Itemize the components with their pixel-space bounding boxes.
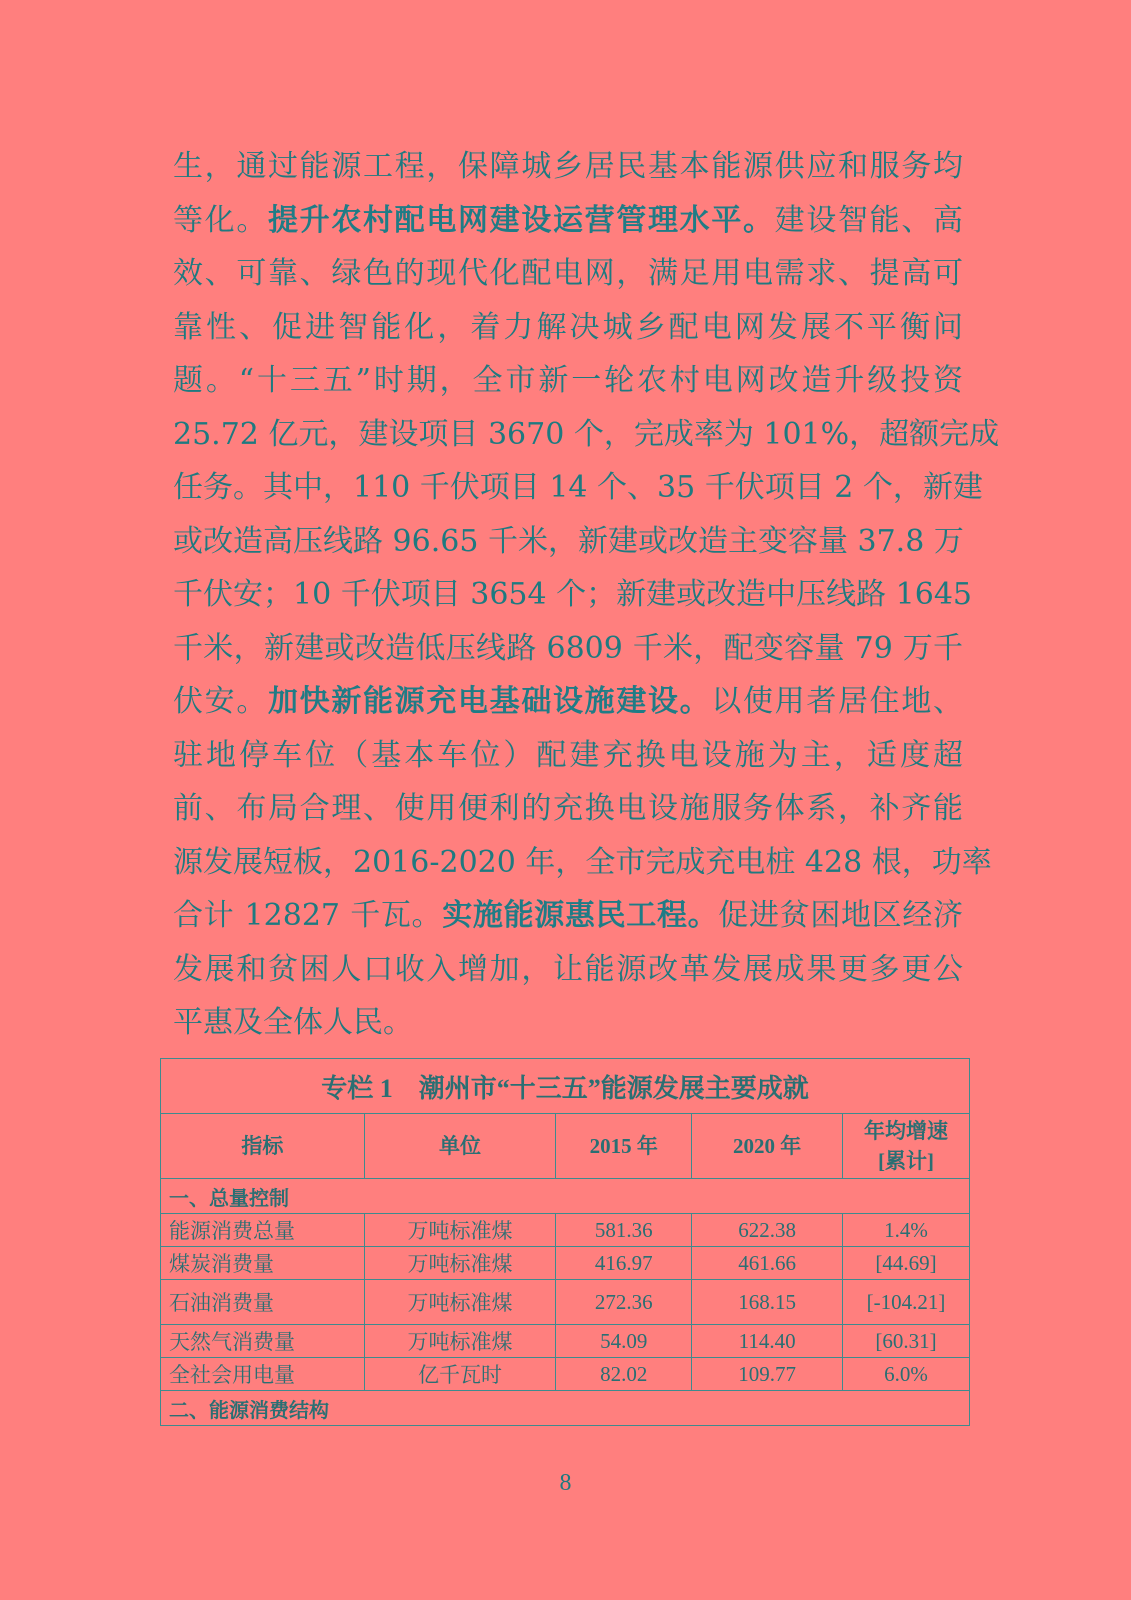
table-row <box>161 1214 970 1247</box>
cell-growth: [44.69] <box>843 1247 970 1280</box>
text-line: 生，通过能源工程，保障城乡居民基本能源供应和服务均 <box>173 149 963 184</box>
cell-unit: 万吨标准煤 <box>364 1280 556 1325</box>
body-paragraph <box>173 140 1000 1050</box>
cell-growth: 1.4% <box>843 1214 970 1247</box>
cell-unit: 万吨标准煤 <box>364 1325 556 1358</box>
section-title: 一、总量控制 <box>161 1179 970 1214</box>
table-title: 专栏 1 潮州市“十三五”能源发展主要成就 <box>161 1059 970 1114</box>
text-line: 效、可靠、绿色的现代化配电网，满足用电需求、提高可 <box>173 256 963 291</box>
header-unit: 单位 <box>364 1114 556 1179</box>
cell-2015: 54.09 <box>556 1325 692 1358</box>
cell-2015: 82.02 <box>556 1358 692 1391</box>
bold-heading: 加快新能源充电基础设施建设。 <box>268 684 712 719</box>
text-line: 或改造高压线路 96.65 千米，新建或改造主变容量 37.8 万 <box>173 523 964 559</box>
header-indicator: 指标 <box>161 1114 365 1179</box>
text-line: 伏安。加快新能源充电基础设施建设。以使用者居住地、 <box>173 684 964 719</box>
cell-2015: 272.36 <box>556 1280 692 1325</box>
text-line: 合计 12827 千瓦。实施能源惠民工程。促进贫困地区经济 <box>173 898 964 933</box>
header-2020: 2020 年 <box>692 1114 843 1179</box>
text-line: 题。“十三五”时期，全市新一轮农村电网改造升级投资 <box>173 363 963 398</box>
text-line: 发展和贫困人口收入增加，让能源改革发展成果更多更公 <box>173 951 963 987</box>
text-line: 25.72 亿元，建设项目 3670 个，完成率为 101%，超额完成 <box>173 416 1000 452</box>
bold-heading: 实施能源惠民工程。 <box>442 898 719 933</box>
text-line: 驻地停车位（基本车位）配建充换电设施为主，适度超 <box>173 737 963 773</box>
bold-heading: 提升农村配电网建设运营管理水平。 <box>268 202 775 238</box>
section-title: 二、能源消费结构 <box>161 1391 970 1426</box>
cell-2020: 168.15 <box>692 1280 843 1325</box>
cell-2020: 109.77 <box>692 1358 843 1391</box>
table-row <box>161 1325 970 1358</box>
section-row <box>161 1179 970 1214</box>
table-row <box>161 1247 970 1280</box>
achievements-table <box>160 1058 970 1426</box>
page-number: 8 <box>559 1470 572 1496</box>
cell-unit: 亿千瓦时 <box>364 1358 556 1391</box>
cell-2020: 461.66 <box>692 1247 843 1280</box>
cell-unit: 万吨标准煤 <box>364 1247 556 1280</box>
cell-name: 石油消费量 <box>161 1280 365 1325</box>
text-line: 平惠及全体人民。 <box>173 1005 413 1040</box>
text-line: 靠性、促进智能化，着力解决城乡配电网发展不平衡问 <box>173 309 963 345</box>
table-header-row <box>161 1114 970 1179</box>
text-line: 等化。提升农村配电网建设运营管理水平。建设智能、高 <box>173 202 964 238</box>
cell-2020: 114.40 <box>692 1325 843 1358</box>
cell-name: 煤炭消费量 <box>161 1247 365 1280</box>
table-row <box>161 1358 970 1391</box>
table-title-row <box>161 1059 970 1114</box>
cell-name: 天然气消费量 <box>161 1325 365 1358</box>
cell-2015: 416.97 <box>556 1247 692 1280</box>
cell-2015: 581.36 <box>556 1214 692 1247</box>
text-line: 千米，新建或改造低压线路 6809 千米，配变容量 79 万千 <box>173 630 963 666</box>
text-line: 源发展短板，2016-2020 年，全市完成充电桩 428 根，功率 <box>173 844 992 880</box>
header-growth: 年均增速 [累计] <box>843 1114 970 1179</box>
cell-name: 能源消费总量 <box>161 1214 365 1247</box>
header-2015: 2015 年 <box>556 1114 692 1179</box>
cell-2020: 622.38 <box>692 1214 843 1247</box>
cell-growth: 6.0% <box>843 1358 970 1391</box>
text-line: 千伏安；10 千伏项目 3654 个；新建或改造中压线路 1645 <box>173 577 973 612</box>
table-row <box>161 1280 970 1325</box>
section-row <box>161 1391 970 1426</box>
cell-name: 全社会用电量 <box>161 1358 365 1391</box>
cell-growth: [60.31] <box>843 1325 970 1358</box>
cell-growth: [-104.21] <box>843 1280 970 1325</box>
text-line: 任务。其中，110 千伏项目 14 个、35 千伏项目 2 个，新建 <box>173 470 983 505</box>
text-line: 前、布局合理、使用便利的充换电设施服务体系，补齐能 <box>173 791 963 826</box>
cell-unit: 万吨标准煤 <box>364 1214 556 1247</box>
